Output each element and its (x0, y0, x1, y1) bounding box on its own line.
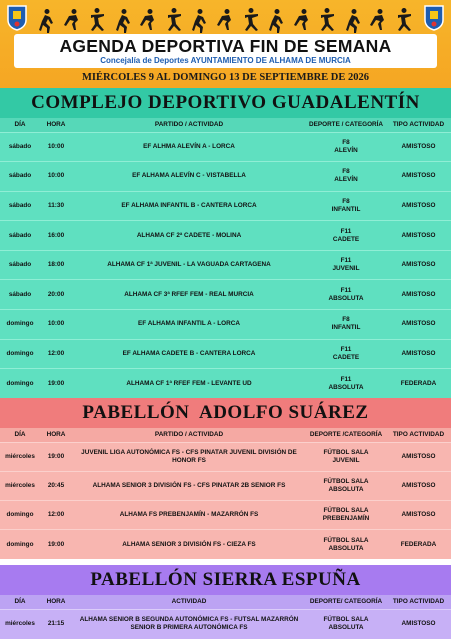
sport-category-cell (306, 339, 386, 369)
sports-silhouettes (36, 4, 416, 34)
table-header-row (0, 428, 451, 442)
venue-title-sierra-espuna: PABELLÓN SIERRA ESPUÑA (0, 565, 451, 595)
venue-title-adolfo-suarez: PABELLÓN ADOLFO SUÁREZ (0, 398, 451, 428)
page-subtitle: Concejalía de Deportes AYUNTAMIENTO DE ALHAMA DE MURCIA (100, 56, 351, 65)
category-label: JUVENIL (332, 456, 360, 464)
match-cell: EF ALHMA ALEVÍN A - LORCA (72, 132, 306, 162)
sport-label: FÚTBOL SALA (323, 616, 369, 624)
table-row (0, 132, 451, 162)
time-cell: 19:00 (40, 442, 72, 471)
date-range: MIÉRCOLES 9 AL DOMINGO 13 DE SEPTIEMBRE DE 2026 (81, 72, 370, 83)
time-cell: 10:00 (40, 310, 72, 340)
sport-category-cell (306, 280, 386, 310)
sport-category-cell (306, 221, 386, 251)
table-row (0, 609, 451, 639)
time-cell: 19:00 (40, 530, 72, 559)
category-label: JUVENIL (332, 265, 360, 273)
category-label: INFANTIL (331, 324, 361, 332)
page-title: AGENDA DEPORTIVA FIN DE SEMANA (59, 36, 392, 56)
sport-category-cell (306, 310, 386, 340)
time-cell: 11:30 (40, 191, 72, 221)
table-row (0, 369, 451, 399)
gymnast-icon (87, 6, 109, 34)
sport-category-cell (306, 250, 386, 280)
sport-category-cell (306, 162, 386, 192)
day-cell: sábado (0, 162, 40, 192)
category-label: ABSOLUTA (328, 294, 364, 302)
column-header-dia: DÍA (0, 595, 40, 609)
sport-label: F11 (340, 375, 352, 383)
activity-type-cell: AMISTOSO (386, 250, 451, 280)
day-cell: sábado (0, 132, 40, 162)
match-cell: EF ALHAMA INFANTIL A - LORCA (72, 310, 306, 340)
day-cell: sábado (0, 191, 40, 221)
table-row (0, 221, 451, 251)
sport-label: F11 (340, 257, 352, 265)
time-cell: 21:15 (40, 609, 72, 639)
sport-label: FÚTBOL SALA (323, 507, 369, 515)
match-cell: JUVENIL LIGA AUTONÓMICA FS - CFS PINATAR JUVENIL DIVISIÓN DE HONOR FS (72, 442, 306, 471)
match-cell: ALHAMA SENIOR 3 DIVISIÓN FS - CFS PINATAR 2B SENIOR FS (72, 471, 306, 500)
day-cell: sábado (0, 280, 40, 310)
table-row (0, 250, 451, 280)
match-cell: ALHAMA SENIOR B SEGUNDA AUTONÓMICA FS - FUTSAL MAZARRÓN SENIOR B PRIMERA AUTONÓMICA FS (72, 609, 306, 639)
activity-type-cell: AMISTOSO (386, 471, 451, 500)
day-cell: miércoles (0, 609, 40, 639)
sport-category-cell (306, 442, 386, 471)
sport-label: F11 (340, 286, 352, 294)
time-cell: 10:00 (40, 132, 72, 162)
sport-category-cell (306, 501, 386, 530)
category-label: ABSOLUTA (328, 485, 364, 493)
venue-title-guadalentin: COMPLEJO DEPORTIVO GUADALENTÍN (0, 88, 451, 118)
category-label: ABSOLUTA (328, 544, 364, 552)
sport-label: F11 (340, 345, 352, 353)
skater-icon (292, 6, 314, 34)
activity-type-cell: FEDERADA (386, 369, 451, 399)
day-cell: domingo (0, 339, 40, 369)
time-cell: 19:00 (40, 369, 72, 399)
town-crest-icon (423, 4, 445, 32)
sport-label: F11 (340, 227, 352, 235)
table-row (0, 530, 451, 559)
time-cell: 18:00 (40, 250, 72, 280)
table-row (0, 442, 451, 471)
match-cell: EF ALHAMA INFANTIL B - CANTERA LORCA (72, 191, 306, 221)
activity-type-cell: AMISTOSO (386, 310, 451, 340)
category-label: CADETE (332, 353, 360, 361)
time-cell: 16:00 (40, 221, 72, 251)
category-label: ALEVÍN (334, 176, 358, 184)
sport-category-cell (306, 609, 386, 639)
day-cell: domingo (0, 369, 40, 399)
column-header-tipo: TIPO ACTIVIDAD (386, 118, 451, 132)
table-header-row (0, 595, 451, 609)
soccer-icon (266, 6, 288, 34)
category-label: PREBENJAMÍN (322, 515, 370, 523)
time-cell: 12:00 (40, 339, 72, 369)
day-cell: miércoles (0, 471, 40, 500)
tennis-icon (317, 6, 339, 34)
schedule-table-adolfo-suarez (0, 428, 451, 559)
column-header-deporte: DEPORTE /CATEGORÍA (306, 428, 386, 442)
kicker-icon (368, 6, 390, 34)
town-crest-icon (6, 4, 28, 32)
column-header-deporte: DEPORTE / CATEGORÍA (306, 118, 386, 132)
time-cell: 20:00 (40, 280, 72, 310)
category-label: ABSOLUTA (328, 624, 364, 632)
category-label: INFANTIL (331, 205, 361, 213)
schedule-table-guadalentin (0, 118, 451, 398)
runner-icon (36, 6, 58, 34)
column-header-partido: PARTIDO / ACTIVIDAD (72, 118, 306, 132)
sport-label: FÚTBOL SALA (323, 536, 369, 544)
ball-player-icon (241, 6, 263, 34)
column-header-hora: HORA (40, 595, 72, 609)
sport-label: F8 (342, 316, 350, 324)
jumper-icon (394, 6, 416, 34)
column-header-tipo: TIPO ACTIVIDAD (386, 595, 451, 609)
header-banner (0, 0, 451, 88)
match-cell: ALHAMA CF 1ª RFEF FEM - LEVANTE UD (72, 369, 306, 399)
sport-category-cell (306, 369, 386, 399)
table-row (0, 310, 451, 340)
skier-icon (164, 6, 186, 34)
day-cell: sábado (0, 221, 40, 251)
time-cell: 10:00 (40, 162, 72, 192)
column-header-hora: HORA (40, 428, 72, 442)
title-band (14, 34, 437, 68)
activity-type-cell: AMISTOSO (386, 339, 451, 369)
day-cell: sábado (0, 250, 40, 280)
time-cell: 12:00 (40, 501, 72, 530)
column-header-tipo: TIPO ACTIVIDAD (386, 428, 451, 442)
schedule-table-sierra-espuna (0, 595, 451, 639)
match-cell: ALHAMA CF 1ª JUVENIL - LA VAGUADA CARTAGENA (72, 250, 306, 280)
sport-category-cell (306, 530, 386, 559)
sport-category-cell (306, 191, 386, 221)
sport-category-cell (306, 471, 386, 500)
sport-label: FÚTBOL SALA (323, 477, 369, 485)
cyclist-icon (62, 6, 84, 34)
activity-type-cell: AMISTOSO (386, 191, 451, 221)
dancer-icon (189, 6, 211, 34)
day-cell: domingo (0, 501, 40, 530)
column-header-hora: HORA (40, 118, 72, 132)
column-header-deporte: DEPORTE/ CATEGORÍA (306, 595, 386, 609)
activity-type-cell: AMISTOSO (386, 501, 451, 530)
table-row (0, 191, 451, 221)
day-cell: domingo (0, 530, 40, 559)
column-header-dia: DÍA (0, 428, 40, 442)
match-cell: EF ALHAMA ALEVÍN C - VISTABELLA (72, 162, 306, 192)
swimmer-icon (113, 6, 135, 34)
sport-label: F8 (342, 168, 350, 176)
category-label: CADETE (332, 235, 360, 243)
sport-category-cell (306, 132, 386, 162)
jumper-icon (215, 6, 237, 34)
activity-type-cell: FEDERADA (386, 530, 451, 559)
table-row (0, 501, 451, 530)
sport-label: F8 (342, 138, 350, 146)
table-row (0, 339, 451, 369)
activity-type-cell: AMISTOSO (386, 609, 451, 639)
column-header-dia: DÍA (0, 118, 40, 132)
table-row (0, 471, 451, 500)
category-label: ABSOLUTA (328, 383, 364, 391)
activity-type-cell: AMISTOSO (386, 442, 451, 471)
match-cell: ALHAMA CF 3ª RFEF FEM - REAL MURCIA (72, 280, 306, 310)
activity-type-cell: AMISTOSO (386, 280, 451, 310)
sport-label: FÚTBOL SALA (323, 448, 369, 456)
athlete-icon (138, 6, 160, 34)
table-row (0, 280, 451, 310)
sport-label: F8 (342, 197, 350, 205)
table-header-row (0, 118, 451, 132)
match-cell: ALHAMA CF 2ª CADETE - MOLINA (72, 221, 306, 251)
activity-type-cell: AMISTOSO (386, 132, 451, 162)
activity-type-cell: AMISTOSO (386, 221, 451, 251)
match-cell: EF ALHAMA CADETE B - CANTERA LORCA (72, 339, 306, 369)
day-cell: miércoles (0, 442, 40, 471)
activity-type-cell: AMISTOSO (386, 162, 451, 192)
day-cell: domingo (0, 310, 40, 340)
category-label: ALEVÍN (334, 146, 358, 154)
column-header-partido: PARTIDO / ACTIVIDAD (72, 428, 306, 442)
time-cell: 20:45 (40, 471, 72, 500)
table-row (0, 162, 451, 192)
runner-icon (343, 6, 365, 34)
match-cell: ALHAMA FS PREBENJAMÍN - MAZARRÓN FS (72, 501, 306, 530)
match-cell: ALHAMA SENIOR 3 DIVISIÓN FS - CIEZA FS (72, 530, 306, 559)
column-header-partido: ACTIVIDAD (72, 595, 306, 609)
